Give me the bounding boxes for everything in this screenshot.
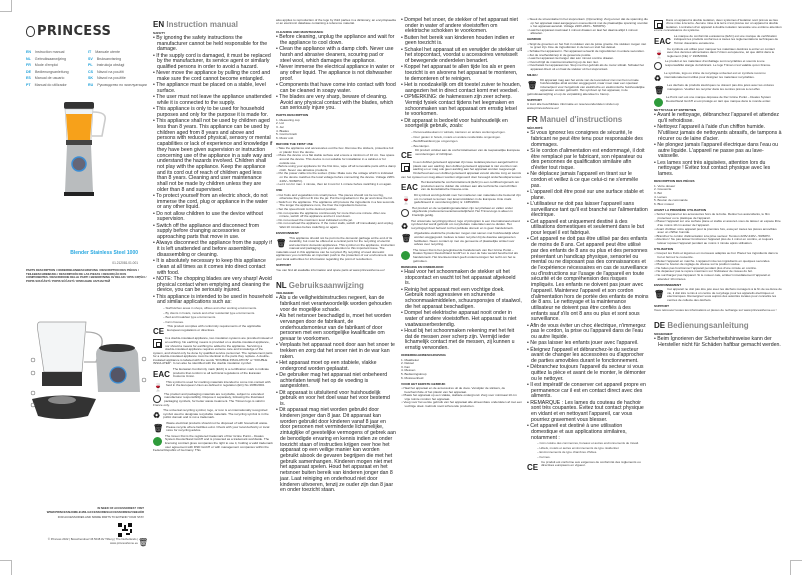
instruction-bullet: • Sortez l'appareil et les accessoires hors de la boîte. Retirez les autocollants, le film protecteur ou le plastique de l'appareil. (654, 213, 782, 220)
safety-bullet: • Cet appareil est uniquement destiné à des utilisations domestiques et seulement dans le but pour lequel il est fabriqué. (527, 220, 649, 237)
safety-bullet: • Dit apparaat mag niet worden gebruikt door kinderen jonger dan 8 jaar. Dit apparaat kan worden gebruikt door kinderen vanaf 8 jaar en door personen met verminderde lichamelijke, zintuiglijke of geestelijke vermogens of gebrek aan de benodigde ervaring en kennis indien ze onder toezicht staan of instructies krijgen over hoe het apparaat op een veilige manier kan worden gebruikt alsook de gevaren begrijpen die met het gebruik samenhangen. Kinderen mogen niet met het apparaat spelen. Houd het apparaat en het netsnoer buiten bereik van kinderen jonger dan 8 jaar. Laat reiniging en onderhoud niet door kinderen uitvoeren, tenzij ze ouder zijn dan 8 jaar en onder toezicht staan. (276, 408, 396, 494)
instruction-bullet: • Steek de stroomkabel in het stopcontact. (Opmerking: Zorg ervoor dat de spanning die op het apparaat staat aangegeven overeenkomt met de plaatselijke spanning voordat u het apparaat aansluit. Voltage 220V-240V~ 50/60Hz). (527, 18, 649, 29)
part-name: Bloc moteur (657, 201, 674, 206)
paragraph: La marque de conformité eurasienne (EAC) est une marque de certification indiquant les produits conformes à toutes les réglementations techniques de l'Union douanière eurasienne. (673, 33, 779, 46)
safety-bullet: • De gebruiker mag het apparaat niet onbeheerd achterlaten terwijl het op de voeding is aangesloten. (276, 373, 396, 390)
part-name: Bol (657, 190, 662, 195)
language-code: RU (88, 82, 94, 87)
language-label: Instrukcja obsługi (96, 63, 125, 68)
language-item (26, 76, 88, 80)
safety-bullet: • The blades are very sharp, beware of cleaning. Avoid any physical contact with the blades, which can seriously injure you. (276, 95, 396, 112)
instruction-bullet: • Do not overload the appliance. If the motor stalls, switch off immediately and unplug. Wait 10 minutes before switching on again. (276, 222, 396, 229)
safety-bullet: • NOTE: The chopping blades are very sharp! Avoid physical contact when emptying and cleaning the device, you can be seriously injured. (153, 277, 273, 294)
paragraph: also applies to reproduction of the logo by third parties in a dictionary, an encyclopaedia or an electronic database containing a reference material. (276, 17, 396, 26)
instruction-bullet: • Cut fruits and vegetables into small pieces. The pieces should not be too big, otherwise they will not fit into the jar. Put the ingredients in the jar and close the lid. (276, 194, 396, 201)
triman-icon (153, 395, 161, 403)
paragraph: You can find all available information and spare parts at www.princesshome.eu! (276, 267, 385, 272)
instruction-bullet: • Veeg voor het eerste gebruik van het apparaat alle afneembare onderdelen af met een vochtige doek. Gebruik nooit schurende producten. (401, 401, 522, 408)
paragraph: Le produit et les matériaux d'emballage sont recyclables et soumis à une responsabilité élargie du fabricant. Le logo Triman n'est valable qu'en France. (665, 59, 772, 68)
instruction-bullet: • Avant d'utiliser votre appareil pour la première fois, essuyez toutes les pièces amovibles avec un chiffon humide. (654, 228, 782, 235)
green-dot-icon (401, 251, 410, 260)
safety-bullet: • Buiten het bereik van kinderen houden indien er geen toezicht is. (401, 36, 522, 47)
instruction-bullet: • Do not operate the appliance continuously for more than one minute. After one minute, switch off the appliance and let it cool down. (276, 212, 396, 219)
sub-bullet: – Environnements de type chambres d'hôtes. (527, 451, 649, 455)
parts-list-item: 1. Maatbeker (401, 357, 420, 362)
exploded-view-image (26, 292, 150, 432)
language-item (88, 50, 150, 54)
weee-bin-icon: 🗑 (153, 424, 164, 434)
safety-bullet: • The user must not leave the appliance unattended while it is connected to the supply. (153, 95, 273, 106)
parts-list-item: 5. Bedieningsknop (401, 371, 427, 376)
part-name: Bedieningsknop (404, 371, 427, 376)
instruction-bullet: • Ne faites pas fonctionner l'appareil pendant plus d'une minute en continu. (654, 267, 782, 271)
language-item (88, 57, 150, 61)
crop-mark (790, 560, 802, 575)
instruction-bullet: • Let it run for max. 1 minute, then let it rest for 1 minute before switching it on again. (276, 183, 396, 187)
recycling-icon: ♻ (654, 74, 662, 84)
sub-bullet: – Coin cuisine des commerces, bureaux et autres environnements de travail. (527, 442, 649, 446)
paragraph: Vous retrouvez toutes les informations et pièces de rechange sur www.princesshome.eu ! (654, 308, 777, 313)
safety-bullet: • Always disconnect the appliance from the supply if it is left unattended and before assembling, disassembling or cleaning. (153, 241, 273, 258)
section-heading: NETTOYAGE ET ENTRETIEN (654, 107, 697, 112)
safety-bullet: • Als u de veiligheidsinstructies negeert, kan de fabrikant niet verantwoordelijk worden gehouden voor de mogelijke schade. (276, 296, 396, 313)
parts-list-item: 4. Blades (276, 128, 289, 133)
section-heading: USE (276, 188, 283, 193)
safety-bullet: • Het is noodzakelijk om dit toestel zuiver te houden, aangezien het in direct contact komt met voedsel. (401, 83, 522, 94)
part-name: Jar (279, 124, 284, 129)
parts-list-item: 3. Bol (654, 190, 662, 195)
language-label: Instruction manual (35, 50, 65, 54)
safety-bullet: • Il est impératif de conserver cet appareil propre en permanence car il est en contact direct avec des aliments. (527, 383, 649, 400)
blender-image (55, 100, 115, 246)
safety-bullet: • Débranchez toujours l'appareil du secteur si vous quittez la pièce et avant de le monter, le démonter ou le nettoyer. (527, 365, 649, 382)
language-list (26, 50, 151, 87)
sub-bullet: – Personeelskeukens in winkels, kantoren en andere werkomgevingen. (401, 131, 522, 135)
instruction-bullet: • Ne dépassez pas le repère maximum sur l'indicateur de niveau du bol. (654, 270, 782, 274)
food-contact-icon: 🍷 (401, 196, 411, 206)
instruction-bullet: • Take the appliance and accessories out the box. Remove the stickers, protective foil or plastic from the device. (276, 147, 396, 154)
safety-bullet: • Reinig het apparaat met een vochtige doek. Gebruik nooit agressieve en schurende schoonmaakmiddelen, schuursponsjes of staalwol, die het apparaat beschadigen. (401, 288, 522, 311)
paragraph: Le symbole, logo ou icône de recyclage universel est un symbole reconnu internationalement utilisé pour désigner les matériaux recyclables. (664, 71, 766, 80)
safety-bullet: • Nettoyez l'appareil à l'aide d'un chiffon humide. N'utilisez jamais de nettoyants abrasifs, de tampons à récurer ou de laine d'acier. (654, 125, 782, 142)
part-name: Verre doseur (657, 183, 676, 188)
food-contact-icon: 🍷 (654, 49, 664, 59)
part-name: Kan (404, 364, 410, 369)
instruction-bullet: • Switch on the appliance. The appliance will process the ingredients in a few seconds. The longer the appliance runs, the finer the ingredients become. (276, 201, 396, 208)
safety-bullet: • Dit apparaat is uitsluitend voor huishoudelijk gebruik en voor het doel waar het voor bestemd is. (276, 391, 396, 408)
language-code: FR (26, 63, 31, 68)
section-heading: SÉCURITÉ (527, 125, 543, 130)
double-insulation-icon (401, 163, 410, 172)
section-heading: CLEANING AND MAINTENANCE (276, 30, 324, 34)
part-name: Bouton de commande (657, 198, 688, 203)
weee-bin-icon: 🗑 (401, 234, 412, 244)
weee-bin-icon: 🗑 (654, 290, 665, 300)
language-item (26, 63, 88, 67)
parts-list-item: 4. Lames (654, 194, 667, 199)
instruction-bullet: • Zet de snelheidsknop in de gewenste positie. (527, 54, 649, 58)
section-title (527, 115, 649, 124)
footer-line: IN NEED OF ACCESSORIES? VISIT (97, 506, 144, 510)
safety-bullet: • L'utilisateur ne doit pas laisser l'appareil sans surveillance tant qu'il est branché sur l'alimentation électrique. (527, 202, 649, 219)
part-name: Motor unit (279, 135, 294, 140)
paragraph: This appliance should not be put into the domestic garbage at the end of its durability, but must be offered at a central point for the recycling of electric and electronic domestic appliances. This symbol on the appliance, instruction manual and packaging puts your attention to this important issue. The materials used in this appliance can be recycled. By recycling of used domestic appliances you contribute an important push to the protection of our environment. Ask your local authorities for information regarding the point of recollection. (276, 235, 395, 262)
safety-bullet: • Dompel het elektrische apparaat nooit onder in water of andere vloeistoffen. Het apparaat is niet vaatwasserbestendig. (401, 311, 522, 328)
eac-mark-icon: EAC (153, 370, 170, 380)
safety-bullet: • Dit apparaat is bedoeld voor huishoudelijk en soortgelijk gebruik, zoals: (401, 119, 522, 130)
language-label: Bedienungsanleitung (35, 69, 69, 74)
language-code: DE (26, 69, 31, 74)
part-name: Motoreenheid (404, 375, 424, 380)
sub-bullet: – Staff kitchen areas in shops, offices and other working environments. (153, 307, 273, 311)
paragraph: Waste electrical products should not be disposed of with household waste. Please recycle where facilities exist. Check with your local Authority or local store for recycling advice. (166, 421, 270, 433)
qr-code (118, 523, 132, 537)
paragraph: The universal recycling symbol, logo, or icon is an internationally recognized symbol used to designate recyclable materials. The recycling symbol is in the public domain and is not a trademark. (163, 408, 269, 420)
part-name: Messen (404, 368, 416, 373)
safety-bullet: • Les lames sont très aiguisées, attention lors du nettoyage ! Évitez tout contact physique avec les lames. (654, 161, 782, 178)
accessories-footer (9, 506, 144, 519)
paragraph: The Eurasian Conformity mark (EAC) is a certification mark to indicate products that conform to all technical regulations of the Eurasian Customs Union. (172, 367, 270, 379)
section-heading: DESCRIPTION DES PIÈCES (654, 179, 695, 184)
triman-icon (401, 209, 409, 217)
paragraph: Dit apparaat mag aan het einde van de levensduur niet met het normale huishoudelijke afval worden weggegooid, maar moet naar een speciaal inzamelpunt voor hergebruik van elektrische en elektronische huishoudelijke apparaten worden gebracht. Het symbool op het apparaat, in de gebruiksaanwijzing en op de verpakking attendeert u hierop. (527, 77, 645, 96)
safety-bullet: • By ignoring the safety instructions the manufacturer cannot be held responsible for the damage. (153, 36, 273, 53)
instruction-bullet: • Place the device on a flat stable surface and ensure a minimum of 10 cm. free space around the device. This device is not suitable for installation in a cabinet or for outside use. (276, 154, 396, 165)
eac-mark-icon: EAC (401, 183, 418, 193)
language-label: Bruksanvisning (96, 56, 122, 61)
eac-mark-icon: EAC (654, 36, 671, 46)
language-label: Mode d'emploi (34, 63, 59, 68)
safety-bullet: • Si vous ignorez les consignes de sécurité, le fabricant ne peut être tenu pour responsable des dommages. (527, 131, 649, 148)
language-label: Manual do utilizador (34, 82, 67, 87)
ce-mark-icon: CE (153, 327, 165, 337)
part-name: Lames (657, 194, 667, 199)
sub-bullet: – Bed&Breakfast-type omgevingen. (401, 140, 522, 144)
safety-bullet: • Houd bij het schoonmaken rekening met het feit dat de messen zeer scherp zijn. Vermijd ieder lichamelijk contact met de messen, zij kunnen u ernstig verwonden. (401, 329, 522, 352)
paragraph: Ce symbole est utilisé pour marquer les matériaux destinés à entrer en contact avec des denrées alimentaires dans l'Union européenne, tel que défini dans le règlement (CE) n° 1935/2004. (666, 46, 775, 58)
double-insulation-icon (654, 20, 663, 29)
safety-bullet: • REMARQUE : Les lames du couteau de hachoir sont très coupantes. Évitez tout contact physique en vidant et en nettoyant l'appareil, car vous pourriez gravement vous blesser. (527, 401, 649, 424)
paragraph: This product complies with conformity requirements of the applicable European regulations or directives. (167, 324, 262, 332)
product-code: 01.212081.01.001 (112, 261, 138, 265)
paragraph: The Green Dot is the registered trademark of Der Grüne Punkt – Duales System Deutschland GmbH and is protected as a trademark worldwide. The licensing contract gives companies the right to use it, holding a valid trademark user agreement with DSD GmbH or with management companies within the Federal Republic of Germany. This (153, 433, 273, 453)
sub-bullet: – Fermes. (527, 456, 649, 460)
parts-list-item: 4. Messen (401, 368, 416, 373)
safety-bullet: • This appliance is only to be used for household purposes and only for the purpose it is made for. (153, 107, 273, 118)
language-label: Manual de usuario (34, 76, 65, 81)
green-dot-icon (153, 437, 162, 446)
safety-bullet: • It is absolutely necessary to keep this appliance clean at all times as it comes into direct contact with food. (153, 259, 273, 276)
crest-icon (26, 26, 35, 37)
safety-bullet: • OPMERKING: de hakmessen zijn zeer scherp. Vermijd fysiek contact tijdens het leegmaken en schoonmaken van het apparaat om ernstig letsel te voorkomen. (401, 95, 522, 118)
part-name: Deksel (404, 361, 414, 366)
language-code: IT (88, 50, 92, 54)
part-name: Blades (279, 128, 289, 133)
parts-list (654, 185, 782, 207)
safety-bullet: • Cet appareil est destiné à une utilisation domestique et aux applications similaires, notamment : (527, 424, 649, 441)
paragraph: Dans un appareil à double isolation, deux systèmes d'isolation sont prévus au lieu d'une mise à la terre. Aucune mise à la terre n'est prévue sur un appareil à double isolation. L'entretien d'un appareil à double isolation nécessite une extrême attention et une connaissance du système. (654, 17, 782, 33)
instruction-bullet: • Branchez le cordon d'alimentation à la prise secteur. Tension 220V-240V~ 50/60Hz. (654, 235, 782, 239)
section-title (654, 321, 782, 330)
paragraph: The Green Dot is het geregistreerde handelsmerk van Der Grüne Punkt – Duales System Deutschland GmbH en is over de hele wereld beschermd als handelsmerk. Het licentiecontract geeft ondernemingen het recht om het te gebruiken. (413, 247, 518, 263)
paragraph: The product and packaging materials are recyclable, subject to extended manufacturer responsibility. Dispose it separately, following the illustrated packaging symbols, for better waste treatment. The Triman logo is valid in France only. (153, 391, 265, 407)
section-heading: AVANT LA PREMIÈRE UTILISATION (654, 207, 707, 212)
language-label: Manuale utente (95, 50, 120, 54)
brand-logo (26, 24, 111, 39)
product-title: Blender Stainless Steel 1000 (70, 250, 138, 256)
section-heading: SAFETY (153, 30, 166, 35)
safety-bullet: • Haal voor het schoonmaken de stekker uit het stopcontact en wacht tot het apparaat afgekoeld is. (401, 270, 522, 287)
instruction-bullet: • Snijd de groenten en het fruit in stukken van de juiste grootte. De stukken mogen niet te groot zijn. Doe de ingrediënten in de kan en sluit het deksel. (527, 43, 649, 50)
section-heading: VOOR HET EERSTE GEBRUIK (401, 381, 446, 386)
column-nl-fr (527, 18, 649, 473)
parts-list-item: 3. Jar (276, 124, 284, 129)
cover-panel (0, 0, 150, 575)
section-heading: ONDERDELENBESCHRIJVING (401, 353, 446, 358)
sub-bullet: – Door gasten in hotels, motels en andere residentiële omgevingen. (401, 136, 522, 140)
language-code: PL (88, 63, 93, 68)
weee-bin-icon: 🗑 (276, 238, 287, 248)
parts-list-item: 5. Control knob (276, 132, 297, 137)
section-title-text: Gebruiksaanwijzing (288, 280, 364, 290)
language-code: PT (26, 82, 31, 87)
part-name: Couvercle (657, 187, 672, 192)
safety-bullet: • This appliance is intended to be used in household and similar applications such as: (153, 295, 273, 306)
safety-bullet: • Het apparaat moet op een stabiele, vlakke ondergrond worden geplaatst. (276, 361, 396, 372)
instruction-bullet: • Haal het apparaat en de accessoires uit de doos. Verwijder de stickers, de beschermfolie of het plastic van het apparaat. (401, 387, 522, 394)
safety-bullet: • If the supply cord is damaged, it must be replaced by the manufacturer, its service agent or similarly qualified persons in order to avoid a hazard. (153, 54, 273, 71)
instruction-bullet: • Set the speed knob to the desired position. (276, 208, 396, 212)
section-heading: VEILIGHEID (276, 291, 294, 296)
paragraph: Afgedankte elektrische producten mogen niet samen met huishoudelijk afval worden weggegooid. Gelieve te laten recyclen bij de daartoe aangewezen faciliteiten. Neem contact op met uw gemeente of plaatselijke winkel voor advies over recycling. (414, 231, 519, 247)
section-title-text: Instruction manual (166, 20, 238, 29)
language-label: Návod na použití (97, 69, 124, 74)
safety-bullet: • Ne plongez jamais l'appareil électrique dans l'eau ou autre liquide. L'appareil ne passe pas au lave-vaisselle. (654, 143, 782, 160)
brand-name: PRINCESS (37, 24, 112, 39)
section-title-text: Manuel d'instructions (539, 115, 623, 125)
parts-list-item: 6. Motor unit (276, 135, 294, 140)
column-nl (401, 18, 522, 409)
section-heading: ENVIRONNEMENT (654, 282, 682, 287)
instruction-bullet: • Placez l'appareil sur une surface plane et stable et assurez-vous de laisser un espace libre d'au moins 10 cm autour de l'appareil. (654, 220, 782, 227)
parts-list-item: 2. Deksel (401, 361, 414, 366)
section-heading: BEFORE THE FIRST USE (276, 141, 313, 146)
language-code: SK (88, 76, 93, 81)
safety-bullet: • Components that have come into contact with food can be cleaned in soapy water. (276, 83, 396, 94)
parts-list-item: 6. Bloc moteur (654, 201, 674, 206)
parts-list (401, 359, 522, 381)
instruction-bullet: • Overbelast het apparaat niet. Stop met het gebruik als de motor stilvalt. Schakel het apparaat direct uit en haal de stekker uit het stopcontact. (527, 64, 649, 71)
paragraph: In een dubbel geïsoleerd apparaat zijn twee isolatiesystemen aangebracht in plaats van een aarding. Een dubbel geïsoleerd apparaat is niet voorzien van aarding en er mag ook geen aarding aan het apparaat worden toegevoegd. Onderhoud aan een dubbel geïsoleerd apparaat vereist uiterste zorg en kennis van het systeem en mag alleen worden uitgevoerd door bevoegd onderhoudspersoneel. (401, 160, 522, 179)
safety-bullet: • Never move the appliance by pulling the cord and make sure the cord cannot become entangled. (153, 71, 273, 82)
paragraph: Dit product voldoet aan de conformiteitseisen van de toepasselijke Europese verordeningen of richtlijnen. (415, 148, 521, 156)
safety-bullet: • Ne déplacez jamais l'appareil en tirant sur le cordon et veillez à ce que celui-ci ne s'emmêle pas. (527, 172, 649, 189)
instruction-bullet: • Mettez l'appareil en marche. L'appareil mixe les ingrédients en quelques secondes. (654, 260, 782, 264)
parts-list (276, 119, 396, 141)
safety-bullet: • Schakel het apparaat uit en verwijder de stekker uit het stopcontact, voordat u accessoires verwisselt of bewegende onderdelen benadert. (401, 48, 522, 65)
instruction-bullet: • Laat het apparaat niet langer dan één minuut continu draaien. (527, 57, 649, 61)
language-code: DE (654, 321, 666, 331)
language-code: CS (88, 69, 93, 74)
weee-bin-icon: 🗑 (527, 80, 538, 90)
safety-bullet: • The appliance must be placed on a stable, level surface. (153, 83, 273, 94)
paragraph: Le Point vert est une marque déposée de Der Grüne Punkt – Duales System Deutschland GmbH et est protégé en tant que marque dans le monde entier. (666, 95, 772, 104)
language-code: ES (26, 76, 31, 81)
parts-list-item: 1. Verre doseur (654, 183, 676, 188)
language-item (88, 63, 150, 67)
food-contact-icon: 🍷 (153, 382, 163, 392)
paragraph: Les déchets de produits électriques ne doivent pas être jetés avec les ordures ménagères. Veuillez les recycler dans les centres prévus à cet effet. (667, 83, 774, 92)
section-heading: SUPPORT (527, 97, 542, 102)
parts-list-item: 6. Motoreenheid (401, 375, 424, 380)
language-item (26, 70, 88, 74)
section-heading: SICHERHEIT (654, 331, 673, 336)
recycling-icon: ♻ (153, 411, 161, 421)
paragraph: Het product en de verpakkingsmaterialen zijn recyclebaar en vallen onder uitgebreide producentenverantwoordelijkheid. Het Triman-logo is alleen in Frankrijk geldig. (412, 205, 513, 218)
parts-description-heading: PARTS DESCRIPTION / ONDERDELENBESCHRIJVING / DESCRIPTION DES PIÈCES / TEILEBESCHREIBUNG / DESCRIPCIÓN DE LAS PIEZAS / DESCRIÇÃO DOS COMPONENTES / DESCRIZIONE DELLE PARTI / BESKRIVNING AV DELAR / OPIS CZĘŚCI / POPIS SOUČÁSTÍ / POPIS SÚČASTÍ / ОПИСАНИЕ ЗАПЧАСТЕЙ (26, 268, 147, 283)
language-item (26, 57, 88, 61)
parts-list-item: 1. Measuring cup (276, 117, 300, 122)
safety-bullet: • Switch off the appliance and disconnect from supply before changing accessories or approaching parts that move in use. (153, 224, 273, 241)
instruction-bullet: • Do not exceed the maximum level indicated on the jar. (276, 219, 396, 223)
parts-list-item: 2. Couvercle (654, 187, 672, 192)
safety-bullet: • Avant le nettoyage, débranchez l'appareil et attendez qu'il refroidisse. (654, 113, 782, 124)
section-heading: PARTS DESCRIPTION (276, 113, 309, 118)
copyright: © Princess 2022 | Bosschendreef 46 5048 AV Tilburg | The Netherlands | www.princesshome.eu (47, 537, 138, 545)
paragraph: Cet appareil ne doit pas être jeté avec les déchets ménagers à la fin de sa durée de vie, il doit être remis à un centre de recyclage pour les appareils électriques et électroniques. Renseignez-vous auprès des autorités locales pour connaître les centres de collecte des déchets. (667, 287, 782, 302)
instruction-bullet: • Coupez les fruits et légumes en morceaux adaptés au bol. Placez les ingrédients dans le bol et fermez le couvercle. (654, 252, 782, 259)
instruction-bullet: • Put the power cable into the socket. (Note: Make sure the voltage which is indicated on the device matches the local voltage before connecting the device. Voltage 220V-240V~ 50/60Hz). (276, 172, 396, 183)
language-item (26, 50, 88, 54)
language-item (88, 70, 150, 74)
sub-bullet: – By clients in hotels, motels and other residential type environments. (153, 312, 273, 316)
ce-mark-icon: CE (401, 151, 413, 161)
safety-bullet: • To protect yourself from an electric shock, do not immerse the cord, plug or appliance in the water or any other liquid. (153, 194, 273, 211)
language-label: Návod na použitie (97, 76, 126, 81)
safety-bullet: • Do not allow children to use the device without supervision. (153, 212, 273, 223)
column-en (153, 18, 273, 455)
part-name: Control knob (279, 132, 297, 137)
section-title (276, 281, 396, 290)
language-item (26, 83, 88, 87)
instruction-bullet: • Schakel het apparaat in. Het apparaat verwerkt de ingrediënten in enkele seconden. (527, 50, 649, 54)
language-label: Gebruiksaanwijzing (34, 56, 66, 61)
paragraph: Dit symbool wordt gebruikt voor het markeren van materialen die bestemd zijn om in contact te komen met levensmiddelen in de Europese Unie zoals gedefinieerd in verordening (EG) nr. 1935/2004. (413, 193, 521, 205)
safety-bullet: • Als het netsnoer beschadigd is, moet het worden vervangen door de fabrikant, de onderhoudsmonteur van de fabrikant of door personen met een soortgelijke kwalificatie om gevaar te voorkomen. (276, 314, 396, 343)
language-label: Руководство по эксплуатации (97, 82, 147, 87)
parts-list-item: 2. Lid (276, 121, 284, 126)
language-item (88, 83, 150, 87)
language-code: SV (88, 56, 93, 61)
section-heading: REINIGING EN ONDERHOUD (401, 264, 444, 269)
paragraph: Het Euraziatische conformiteitsmerk (EAC) is een certificeringsmerk om producten aan te duiden die voldoen aan alle technische voorschriften van de Euraziatische Douane-unie. (420, 180, 520, 192)
instruction-bullet: • Before using your appliance for the first time, wipe off all removable parts with a damp cloth. Never use abrasive products. (276, 165, 396, 172)
weee-bin-icon: 🗑 (654, 86, 665, 96)
language-item (88, 76, 150, 80)
language-code: EN (26, 50, 31, 54)
instruction-bullet: • Laat het apparaat maximaal 1 minuut draaien en laat het daarna altijd 1 minuut afkoelen. (527, 29, 649, 36)
part-name: Measuring cup (279, 117, 300, 122)
instruction-bullet: • Attention ! Ne pas laisser fonctionner l'appareil plus de 1 minut en continu, et toujours laisser reposer l'appareil pendant au moins 1 minute après utilisation. (654, 238, 782, 245)
paragraph: Het universele recyclingsymbool, logo of pictogram is een internationaal erkend symbool dat wordt gebruikt om recyclebare materialen aan te duiden. Het recyclingsymbool behoort tot het publieke domein en is geen handelsmerk. (411, 218, 520, 230)
language-code: EN (153, 20, 165, 29)
double-insulation-icon (153, 339, 162, 348)
ce-mark-icon: CE (527, 462, 539, 472)
sub-bullet: – Farm houses. (153, 321, 273, 325)
safety-bullet: • Verplaats het apparaat nooit door aan het snoer te trekken en zorg dat het snoer niet in de war kan raken. (276, 343, 396, 360)
safety-bullet: • Dompel het snoer, de stekker of het apparaat niet onder in water of andere vloeistoffen om elektrische schokken te voorkomen. (401, 18, 522, 35)
section-heading: SUPPORT (654, 303, 669, 308)
sub-bullet: – Bed and breakfast type environments. (153, 316, 273, 320)
section-heading: SUPPORT (276, 263, 291, 268)
language-code: NL (26, 56, 31, 61)
instruction-bullet: • Plaats het apparaat op een vlakke, stabiele ondergrond. Zorg voor minimaal 10 cm vrije ruimte rondom het apparaat. (401, 394, 522, 401)
safety-bullet: • Afin de vous éviter un choc électrique, n'immergez pas le cordon, la prise ou l'appareil dans de l'eau ou autre liquide. (527, 324, 649, 341)
section-heading: UTILISATION (654, 247, 674, 252)
safety-bullet: • Ne pas laisser les enfants jouer avec l'appareil. (527, 341, 649, 347)
recycling-icon: ♻ (401, 221, 409, 231)
paragraph: In a double-insulated appliance, two insulation systems are provided instead of an earthing. No earthing means is provided on a double-insulated appliance, nor should a means for earthing be added to the appliance. Servicing a double-insulated appliance requires extreme care and knowledge of the system, and should only be done by qualified service personnel. The replacement parts for a double-insulated appliance must be identical to the parts they replace. A double-insulated appliance is labeled with the words "DOUBLE INSULATION" or "DOUBLE INSULATED". It can also be identified with the double insulation symbol. (153, 336, 273, 366)
instruction-bullet: • Placez le bouton de réglage de vitesse sur la position voulue. (654, 263, 782, 267)
section-title-text: Bedienungsanleitung (667, 321, 749, 331)
part-name: Maatbeker (404, 357, 420, 362)
safety-bullet: • Before cleaning, unplug the appliance and wait for the appliance to cool down. (276, 35, 396, 46)
instruction-bullet: • Overschrijd de maximummarkering op de kan niet. (527, 61, 649, 65)
footer-line: FOR ACCESSORIES AND SPARE PARTS TO EXTEND YOUR STAY (57, 514, 144, 519)
safety-bullet: • Éteignez l'appareil et débranchez-le du secteur avant de changer les accessoires ou d'approcher de parties amovibles durant le fonctionnement. (527, 348, 649, 365)
safety-bullet: • Koppel het apparaat te allen tijde los als er geen toezicht is en alvorens het apparaat te monteren, te demonteren of te reinigen. (401, 65, 522, 82)
section-heading: GEBRUIK (527, 37, 542, 42)
parts-list-item: 3. Kan (401, 364, 410, 369)
paragraph: This symbol is used for marking materials intended to come into contact with food in the European Union as defined in regulation (EC) No 1935/2004. (165, 379, 271, 388)
section-heading: ENVIRONMENT (276, 231, 299, 236)
part-name: Lid (279, 121, 284, 126)
footer-url[interactable]: WWW.PRINCESSHOME.EU/NL/ACCESSORIES/ACCESSOIRES/ZUBEHÖR (46, 510, 144, 515)
safety-bullet: • Beim Ignorieren der Sicherheitshinweise kann der Hersteller nicht für Schäden haftbar gemacht werden. (654, 337, 782, 348)
weee-bin-icon: 🗑 (138, 538, 149, 547)
column-fr-de (654, 18, 782, 349)
section-title (153, 20, 273, 29)
safety-bullet: • Si le cordon d'alimentation est endommagé, il doit être remplacé par le fabricant, son réparateur ou des personnes de qualification similaire afin d'éviter tout risque. (527, 149, 649, 172)
paragraph: U kunt alle beschikbare informatie en reserveonderdelen vinden op www.princesshome.eu! (527, 102, 619, 110)
sub-bullet: – Hôtels, motels et autres environnements de type résidentiel. (527, 447, 649, 451)
safety-bullet: • Never immerse the electrical appliance in water or any other liquid. The appliance is not dishwasher proof. (276, 65, 396, 82)
section-heading: MILIEU (527, 73, 538, 78)
instruction-bullet: • Ne surchargez pas l'appareil. Si le moteur cale, arrêtez immédiatement l'appareil et attendez 10 minutes. (654, 274, 782, 281)
paragraph: Ce produit est conforme aux exigences de conformité des règlements ou directives européens en vigueur. (541, 459, 641, 468)
safety-bullet: • This appliance shall not be used by children aged less than 8 years. This appliance can be used by children aged from 8 years and above and persons with reduced physical, sensory or mental capabilities or lack of experience and knowledge if they have been given supervision or instruction concerning use of the appliance in a safe way and understand the hazards involved. Children shall not play with the appliance. Keep the appliance and its cord out of reach of children aged less than 8 years. Cleaning and user maintenance shall not be made by children unless they are older than 8 and supervised. (153, 119, 273, 193)
safety-bullet: • Clean the appliance with a damp cloth. Never use harsh and abrasive cleaners, scouring pad or steel wool, which damages the appliance. (276, 47, 396, 64)
language-code: NL (276, 280, 287, 290)
safety-bullet: • L'appareil doit être posé sur une surface stable et plane. (527, 190, 649, 201)
sub-bullet: – Boerderijen. (401, 145, 522, 149)
language-code: FR (527, 115, 538, 125)
parts-list-item: 5. Bouton de commande (654, 198, 688, 203)
safety-bullet: • Cet appareil ne doit pas être utilisé par des enfants de moins de 8 ans. Cet appareil peut être utilisé par des enfants de 8 ans ou plus et des personnes présentant un handicap physique, sensoriel ou mental ou ne disposant pas des connaissances et de l'expérience nécessaires en cas de surveillance ou d'instructions sur l'usage de l'appareil en toute sécurité et de compréhension des risques impliqués. Les enfants ne doivent pas jouer avec l'appareil. Maintenez l'appareil et son cordon d'alimentation hors de portée des enfants de moins de 8 ans. Le nettoyage et la maintenance utilisateur ne doivent pas être confiés à des enfants sauf s'ils ont 8 ans ou plus et sont sous surveillance. (527, 237, 649, 323)
column-en-nl (276, 18, 396, 495)
